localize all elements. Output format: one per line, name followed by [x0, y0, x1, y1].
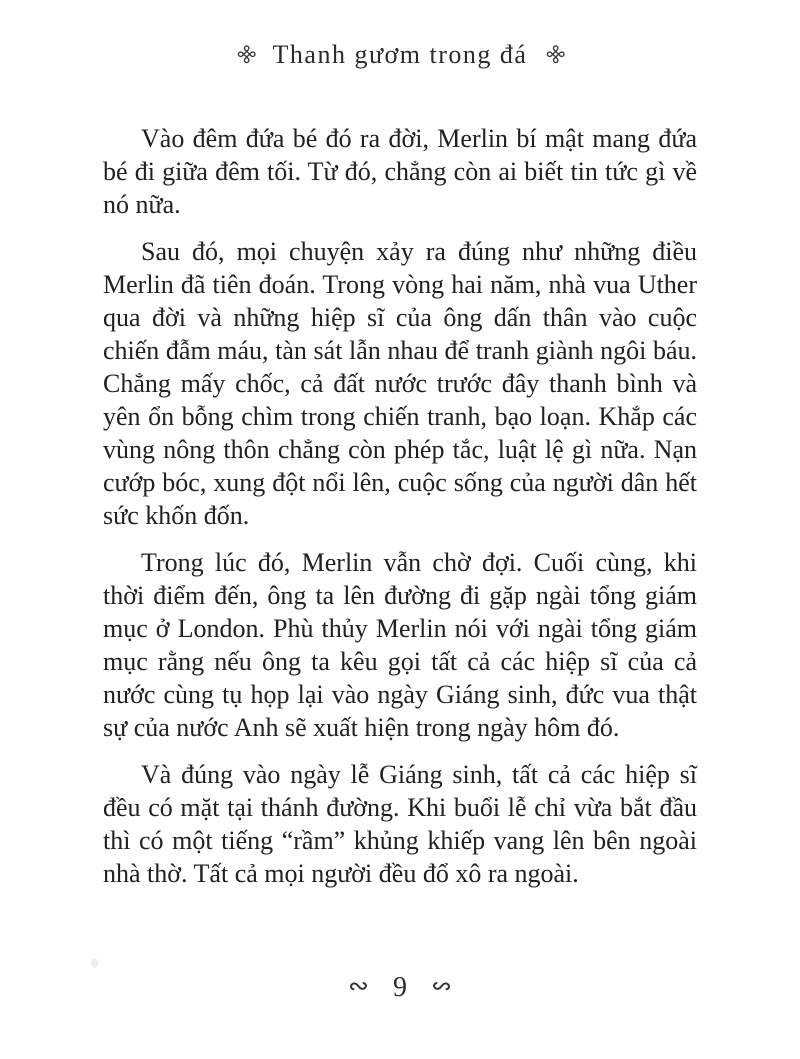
page-footer — [0, 972, 800, 1004]
paragraph-4: Và đúng vào ngày lễ Giáng sinh, tất cả các hiệp sĩ đều có mặt tại thánh đường. Khi buổi lễ chỉ vừa bắt đầu thì có một tiếng “rầm” khủng khiếp vang lên bên ngoài nhà thờ. Tất cả mọi người đều đổ xô ra ngoài. — [103, 760, 697, 888]
knot-ornament-icon: ⌘ — [540, 40, 570, 70]
running-title: Thanh gươm trong đá — [272, 40, 528, 69]
paragraph-3: Trong lúc đó, Merlin vẫn chờ đợi. Cuối cùng, khi thời điểm đến, ông ta lên đường đi gặp ngài tổng giám mục ở London. Phù thủy Merlin nói với ngài tổng giám mục rằng nếu ông ta kêu gọi tất cả các hiệp sĩ của cả nước cùng tụ họp lại vào ngày Giáng sinh, đức vua thật sự của nước Anh sẽ xuất hiện trong ngày hôm đó. — [103, 548, 697, 742]
swash-ornament-left-icon: ∾ — [348, 972, 369, 1000]
paragraph-2: Sau đó, mọi chuyện xảy ra đúng như những điều Merlin đã tiên đoán. Trong vòng hai năm, nhà vua Uther qua đời và những hiệp sĩ của ông dấn thân vào cuộc chiến đẫm máu, tàn sát lẫn nhau để tranh giành ngôi báu. Chẳng mấy chốc, cả đất nước trước đây thanh bình và yên ổn bỗng chìm trong chiến tranh, bạo loạn. Khắp các vùng nông thôn chẳng còn phép tắc, luật lệ gì nữa. Nạn cướp bóc, xung đột nổi lên, cuộc sống của người dân hết sức khốn đốn. — [103, 237, 697, 530]
body-text — [103, 122, 697, 904]
knot-ornament-icon: ⌘ — [230, 40, 260, 70]
page-number: 9 — [393, 972, 407, 1003]
page-header — [0, 40, 800, 70]
swash-ornament-right-icon: ∾ — [431, 972, 452, 1000]
paragraph-1: Vào đêm đứa bé đó ra đời, Merlin bí mật mang đứa bé đi giữa đêm tối. Từ đó, chẳng còn ai biết tin tức gì về nó nữa. — [103, 124, 697, 219]
scan-artifact — [91, 958, 98, 968]
